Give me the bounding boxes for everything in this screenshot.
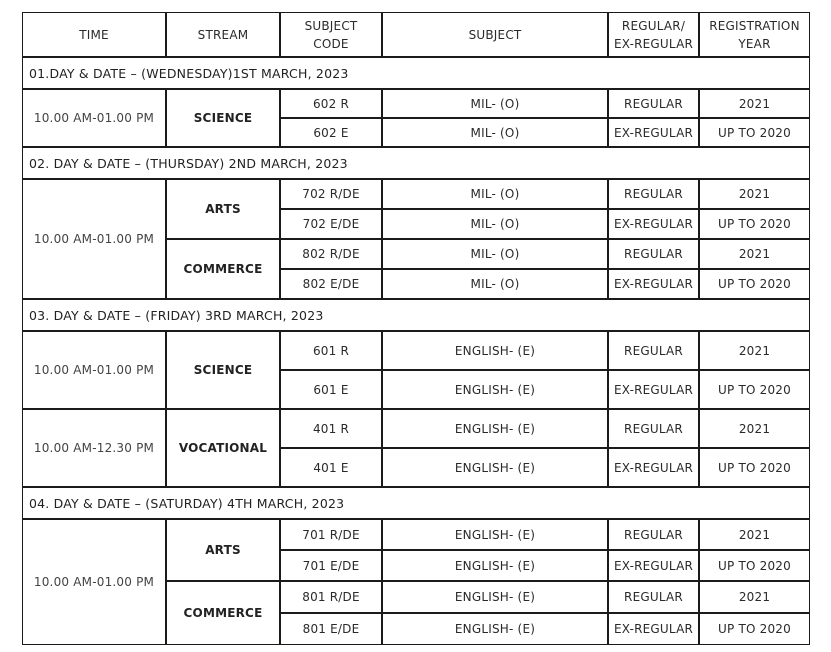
day-date-heading: 03. DAY & DATE – (FRIDAY) 3RD MARCH, 2023 (22, 299, 810, 331)
subject-code-cell: 801 E/DE (280, 613, 382, 645)
day-date-heading: 02. DAY & DATE – (THURSDAY) 2ND MARCH, 2023 (22, 147, 810, 179)
registration-year-cell: 2021 (699, 519, 810, 550)
time-cell: 10.00 AM-01.00 PM (22, 331, 166, 409)
regular-type-cell: EX-REGULAR (608, 118, 699, 147)
registration-year-cell: UP TO 2020 (699, 370, 810, 409)
registration-year-cell: 2021 (699, 331, 810, 370)
subject-code-cell: 702 E/DE (280, 209, 382, 239)
regular-type-cell: EX-REGULAR (608, 550, 699, 581)
header-line: EX-REGULAR (613, 36, 694, 51)
subject-cell: MIL- (O) (382, 209, 608, 239)
header-line: CODE (313, 36, 349, 51)
registration-year-cell: UP TO 2020 (699, 209, 810, 239)
time-cell: 10.00 AM-01.00 PM (22, 519, 166, 645)
subject-code-cell: 601 E (280, 370, 382, 409)
subject-cell: ENGLISH- (E) (382, 613, 608, 645)
regular-type-cell: EX-REGULAR (608, 613, 699, 645)
regular-type-cell: EX-REGULAR (608, 448, 699, 487)
subject-cell: ENGLISH- (E) (382, 519, 608, 550)
registration-year-cell: UP TO 2020 (699, 118, 810, 147)
day-date-heading: 01.DAY & DATE – (WEDNESDAY)1ST MARCH, 2023 (22, 57, 810, 89)
time-cell: 10.00 AM-12.30 PM (22, 409, 166, 487)
stream-cell: ARTS (166, 179, 280, 239)
subject-code-cell: 702 R/DE (280, 179, 382, 209)
day-date-heading: 04. DAY & DATE – (SATURDAY) 4TH MARCH, 2023 (22, 487, 810, 519)
subject-code-cell: 401 E (280, 448, 382, 487)
subject-code-cell: 601 R (280, 331, 382, 370)
subject-code-cell: 802 E/DE (280, 269, 382, 299)
header-line: YEAR (738, 36, 771, 51)
regular-type-cell: REGULAR (608, 331, 699, 370)
subject-code-cell: 802 R/DE (280, 239, 382, 269)
stream-cell: COMMERCE (166, 581, 280, 645)
subject-cell: MIL- (O) (382, 239, 608, 269)
regular-type-cell: REGULAR (608, 519, 699, 550)
stream-cell: VOCATIONAL (166, 409, 280, 487)
subject-cell: ENGLISH- (E) (382, 550, 608, 581)
registration-year-cell: 2021 (699, 409, 810, 448)
stream-cell: ARTS (166, 519, 280, 581)
subject-cell: ENGLISH- (E) (382, 581, 608, 613)
registration-year-cell: 2021 (699, 89, 810, 118)
header-stream (166, 12, 280, 57)
header-subject (382, 12, 608, 57)
subject-cell: MIL- (O) (382, 269, 608, 299)
subject-code-cell: 401 R (280, 409, 382, 448)
subject-cell: ENGLISH- (E) (382, 409, 608, 448)
registration-year-cell: UP TO 2020 (699, 613, 810, 645)
time-cell: 10.00 AM-01.00 PM (22, 179, 166, 299)
time-cell: 10.00 AM-01.00 PM (22, 89, 166, 147)
regular-type-cell: EX-REGULAR (608, 370, 699, 409)
registration-year-cell: UP TO 2020 (699, 448, 810, 487)
regular-type-cell: REGULAR (608, 179, 699, 209)
stream-cell: SCIENCE (166, 89, 280, 147)
subject-code-cell: 602 R (280, 89, 382, 118)
subject-code-cell: 602 E (280, 118, 382, 147)
subject-cell: MIL- (O) (382, 89, 608, 118)
stream-cell: COMMERCE (166, 239, 280, 299)
subject-code-cell: 701 E/DE (280, 550, 382, 581)
subject-cell: MIL- (O) (382, 118, 608, 147)
regular-type-cell: EX-REGULAR (608, 209, 699, 239)
subject-code-cell: 701 R/DE (280, 519, 382, 550)
header-regular (608, 12, 699, 57)
header-registration-year (699, 12, 810, 57)
header-subject-code (280, 12, 382, 57)
regular-type-cell: REGULAR (608, 581, 699, 613)
header-line: SUBJECT (468, 27, 522, 42)
header-time (22, 12, 166, 57)
registration-year-cell: 2021 (699, 581, 810, 613)
subject-cell: ENGLISH- (E) (382, 331, 608, 370)
registration-year-cell: 2021 (699, 239, 810, 269)
regular-type-cell: REGULAR (608, 409, 699, 448)
stream-cell: SCIENCE (166, 331, 280, 409)
regular-type-cell: REGULAR (608, 239, 699, 269)
header-line: REGISTRATION (709, 18, 800, 33)
registration-year-cell: UP TO 2020 (699, 269, 810, 299)
subject-cell: ENGLISH- (E) (382, 448, 608, 487)
header-line: STREAM (197, 27, 249, 42)
subject-cell: MIL- (O) (382, 179, 608, 209)
header-line: REGULAR/ (621, 18, 686, 33)
regular-type-cell: REGULAR (608, 89, 699, 118)
registration-year-cell: UP TO 2020 (699, 550, 810, 581)
subject-cell: ENGLISH- (E) (382, 370, 608, 409)
header-line: SUBJECT (304, 18, 358, 33)
subject-code-cell: 801 R/DE (280, 581, 382, 613)
regular-type-cell: EX-REGULAR (608, 269, 699, 299)
header-line: TIME (79, 27, 109, 42)
registration-year-cell: 2021 (699, 179, 810, 209)
